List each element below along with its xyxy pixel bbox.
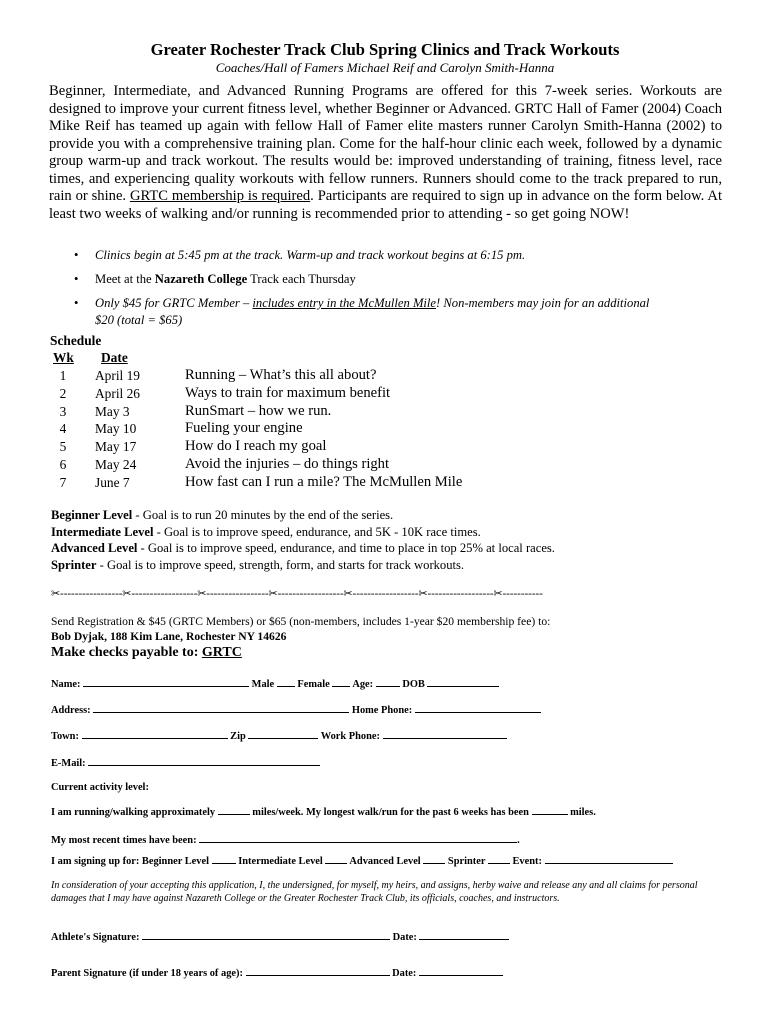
parent-signature-field[interactable] (246, 965, 390, 976)
zip-label: Zip (230, 731, 246, 742)
level-goal: - Goal is to run 20 minutes by the end of the series. (132, 508, 394, 522)
form-row-parent-signature (51, 965, 503, 979)
schedule-week: 7 (59, 474, 67, 490)
schedule-date: May 10 (95, 421, 137, 437)
schedule-date: April 26 (95, 385, 141, 401)
dob-field[interactable] (427, 676, 499, 687)
intro-text-2: . Participants are required to sign up in advance on the form below. At least two weeks of walking and/or running is recommended prior to attending - so get going NOW! (49, 188, 722, 222)
schedule-date: May 24 (95, 457, 137, 472)
schedule-topic: How do I reach my goal (185, 438, 327, 455)
advanced-level-label: Advanced Level (349, 856, 421, 867)
age-label: Age: (352, 679, 374, 690)
level-name: Advanced Level (51, 541, 138, 555)
send-registration-text: Send Registration & $45 (GRTC Members) or $65 (non-members, includes 1-year $20 membership fee) to: (51, 615, 551, 628)
bullet-icon: • (74, 272, 79, 286)
schedule-topic: Fueling your engine (185, 420, 303, 437)
event-label: Event: (512, 856, 542, 867)
schedule-topic: Running – What’s this all about? (185, 367, 377, 383)
form-row-name (51, 676, 499, 690)
athlete-date-label: Date: (392, 932, 417, 943)
longest-run-field[interactable] (532, 804, 568, 815)
level-description (51, 558, 464, 573)
schedule-date: May 17 (95, 439, 137, 455)
schedule-col-wk: Wk (53, 350, 74, 365)
dob-label: DOB (402, 679, 425, 690)
male-label: Male (251, 679, 275, 690)
name-field[interactable] (83, 676, 249, 687)
town-field[interactable] (82, 728, 228, 739)
schedule-date: May 3 (95, 403, 130, 419)
form-row-athlete-signature (51, 929, 509, 943)
checks-payable: Make checks payable to: GRTC (51, 645, 242, 660)
schedule-week: 6 (59, 457, 67, 472)
page-subtitle: Coaches/Hall of Famers Michael Reif and Carolyn Smith-Hanna (215, 60, 555, 75)
name-label: Name: (51, 679, 81, 690)
schedule-heading: Schedule (50, 333, 102, 348)
male-field[interactable] (277, 676, 295, 687)
payee-name: GRTC (201, 645, 242, 660)
membership-required-text: GRTC membership is required (129, 188, 311, 204)
page-title: Greater Rochester Track Club Spring Clinics and Track Workouts (150, 40, 620, 59)
age-field[interactable] (376, 676, 400, 687)
schedule-date: June 7 (95, 474, 130, 490)
work-phone-label: Work Phone: (320, 731, 380, 742)
form-row-email (51, 755, 320, 769)
schedule-col-date: Date (101, 350, 128, 365)
cut-line: ✂-----------------✂------------------✂-----------------✂------------------✂------------------✂------------------✂----------- (51, 587, 543, 600)
athlete-signature-field[interactable] (142, 929, 390, 940)
email-field[interactable] (88, 755, 320, 766)
schedule-week: 3 (59, 403, 67, 419)
recent-times-label: My most recent times have been: (51, 835, 197, 846)
parent-date-label: Date: (392, 968, 417, 979)
level-name: Beginner Level (51, 508, 133, 522)
beginner-level-field[interactable] (212, 853, 236, 864)
town-label: Town: (51, 731, 79, 742)
miles-per-week-field[interactable] (218, 804, 250, 815)
address-label: Address: (51, 705, 91, 716)
form-row-town (51, 728, 507, 742)
schedule-week: 2 (59, 385, 67, 401)
intermediate-level-label: Intermediate Level (238, 856, 323, 867)
bullet-icon: • (74, 296, 79, 310)
mailing-address: Bob Dyjak, 188 Kim Lane, Rochester NY 14626 (51, 630, 287, 643)
waiver-text: In consideration of your accepting this application, I, the undersigned, for myself, my heirs, and assigns, herby waive and release any and all claims for personal damages that I may have against Nazareth College or the Greater Rochester Track Club, its officials, coaches, and instructors. (51, 880, 698, 904)
form-row-recent-times: My most recent times have been: . (51, 832, 520, 846)
bullet-text-line2: $20 (total = $65) (95, 313, 183, 327)
bullet-icon: • (74, 248, 79, 262)
miles-label: miles. (570, 807, 596, 818)
level-description (51, 508, 393, 523)
level-name: Sprinter (51, 557, 97, 572)
form-row-running (51, 804, 596, 818)
address-field[interactable] (93, 702, 349, 713)
email-label: E-Mail: (51, 758, 86, 769)
advanced-level-field[interactable] (423, 853, 445, 864)
mcmullen-mile-text: includes entry in the McMullen Mile (252, 296, 437, 310)
form-row-signup (51, 853, 673, 867)
schedule-topic: Ways to train for maximum benefit (185, 384, 391, 401)
schedule-topic: RunSmart – how we run. (185, 402, 332, 419)
intermediate-level-field[interactable] (325, 853, 347, 864)
female-field[interactable] (332, 676, 350, 687)
form-row-address (51, 702, 541, 716)
activity-label: Current activity level: (51, 782, 149, 793)
intro-paragraph (49, 83, 722, 223)
running-label: I am running/walking approximately (51, 807, 216, 818)
schedule-date: April 19 (95, 368, 141, 383)
bullet-text: Meet at the Nazareth College Track each Thursday (95, 272, 356, 286)
level-description (51, 525, 481, 540)
beginner-level-label: I am signing up for: Beginner Level (51, 856, 209, 867)
level-goal: - Goal is to improve speed, endurance, and 5K - 10K race times. (153, 524, 481, 539)
home-phone-label: Home Phone: (351, 705, 413, 716)
level-goal: - Goal is to improve speed, strength, form, and starts for track workouts. (96, 557, 465, 572)
recent-times-field[interactable] (199, 832, 517, 843)
athlete-signature-label: Athlete's Signature: (51, 932, 140, 943)
level-name: Intermediate Level (51, 524, 154, 539)
level-goal: - Goal is to improve speed, endurance, and time to place in top 25% at local races. (137, 541, 555, 555)
schedule-week: 5 (59, 439, 67, 455)
schedule-topic: Avoid the injuries – do things right (185, 456, 390, 472)
parent-date-field[interactable] (419, 965, 503, 976)
athlete-date-field[interactable] (419, 929, 509, 940)
level-description (51, 541, 555, 556)
longest-run-label: miles/week. My longest walk/run for the past 6 weeks has been (252, 807, 529, 818)
schedule-week: 1 (59, 368, 67, 383)
work-phone-field[interactable] (383, 728, 507, 739)
intro-text-1: Beginner, Intermediate, and Advanced Running Programs are offered for this 7-week series. Workouts are designed to improve your current fitness level, whether Beginner or Advanced. GRTC Hall of Famer (2004) Coach Mike Reif has teamed up again with fellow Hall of Famer elite masters runner Carolyn Smith-Hanna (2002) to provide you with a comprehensive training plan. Come for the half-hour clinic each week, followed by a dynamic group warm-up and track workout. The results would be: improved understanding of training, fitness level, race times, and experiencing quality workouts with fellow runners. Runners should come to the track prepared to run, rain or shine. (49, 83, 722, 204)
bullet-text: Clinics begin at 5:45 pm at the track. Warm-up and track workout begins at 6:15 pm. (95, 248, 526, 262)
parent-signature-label: Parent Signature (if under 18 years of age): (51, 968, 243, 979)
bullet-text: Only $45 for GRTC Member – includes entry in the McMullen Mile! Non-members may join for an additional (95, 296, 650, 310)
nazareth-college-text: Nazareth College (154, 272, 248, 286)
zip-field[interactable] (248, 728, 318, 739)
sprinter-field[interactable] (488, 853, 510, 864)
schedule-topic: How fast can I run a mile? The McMullen Mile (185, 473, 463, 490)
female-label: Female (297, 679, 330, 690)
schedule-week: 4 (59, 421, 67, 437)
sprinter-label: Sprinter (447, 856, 486, 867)
event-field[interactable] (545, 853, 673, 864)
home-phone-field[interactable] (415, 702, 541, 713)
